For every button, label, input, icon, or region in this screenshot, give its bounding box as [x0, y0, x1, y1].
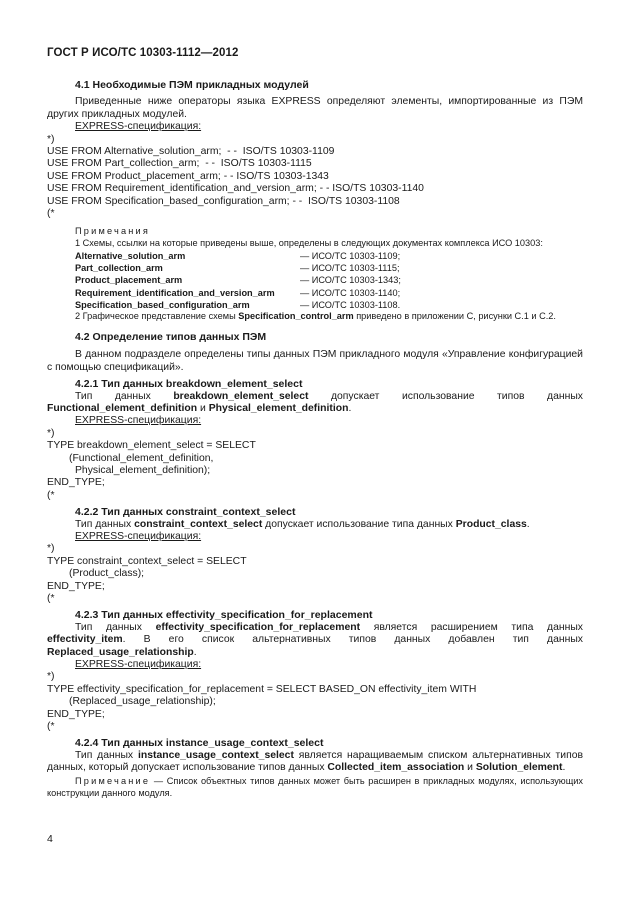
express-spec-label: EXPRESS-спецификация:: [75, 659, 202, 671]
code-line: END_TYPE;: [47, 708, 105, 720]
code-line: *): [47, 133, 55, 145]
document-header: ГОСТ Р ИСО/ТС 10303-1112—2012: [47, 47, 239, 59]
express-spec-label: EXPRESS-спецификация:: [75, 415, 202, 427]
section-heading-4-2-3: 4.2.3 Тип данных effectivity_specification_for_replacement: [75, 609, 373, 622]
section-4-2-2-paragraph: Тип данных constraint_context_select допускает использование типа данных Product_class.: [75, 518, 530, 530]
express-code-block-4-1: [47, 134, 583, 221]
section-4-2-4-note: Примечание — Список объектных типов данных может быть расширен в прикладных модулях, использующих конструкции данного модуля.: [47, 775, 583, 798]
code-line: USE FROM Part_collection_arm; - - ISO/TS 10303-1115: [47, 158, 312, 170]
code-line: (*: [47, 593, 55, 604]
code-line: TYPE constraint_context_select = SELECT: [47, 555, 247, 567]
reference-row: Alternative_solution_arm — ИСО/ТС 10303-1109;: [75, 251, 401, 262]
code-line: END_TYPE;: [47, 477, 105, 489]
notes-title: Примечания: [75, 226, 151, 237]
section-4-2-paragraph: В данном подразделе определены типы данных ПЭМ прикладного модуля «Управление конфигурацией с помощью спецификаций».: [47, 349, 583, 373]
code-line: (*: [47, 721, 55, 733]
code-line: (*: [47, 208, 55, 220]
section-heading-4-2-4: 4.2.4 Тип данных instance_usage_context_select: [75, 737, 324, 750]
code-line: (Replaced_usage_relationship);: [69, 696, 216, 708]
reference-row: Requirement_identification_and_version_arm — ИСО/ТС 10303-1140;: [75, 287, 401, 298]
page-number: 4: [47, 833, 53, 845]
code-line: (Product_class);: [69, 568, 145, 580]
section-4-2-3-paragraph: Тип данных effectivity_specification_for_replacement является расширением типа данных effectivity_item. В его список альтернативных типов данных добавлен тип данных Replaced_usage_relationship.: [47, 621, 583, 658]
code-line: USE FROM Alternative_solution_arm; - - ISO/TS 10303-1109: [47, 146, 335, 158]
code-line: TYPE breakdown_element_select = SELECT: [47, 440, 256, 452]
section-heading-4-2-1: 4.2.1 Тип данных breakdown_element_select: [75, 378, 303, 391]
code-line: (Functional_element_definition,: [69, 452, 214, 464]
section-4-2-1-paragraph: Тип данных breakdown_element_select допускает использование типов данных Functional_element_definition и Physical_element_definition.: [47, 390, 583, 414]
code-line: Physical_element_definition);: [75, 464, 211, 476]
section-4-1-paragraph: Приведенные ниже операторы языка EXPRESS определяют элементы, импортированные из ПЭМ других прикладных модулей.: [47, 96, 583, 120]
reference-row: Part_collection_arm — ИСО/ТС 10303-1115;: [75, 263, 400, 274]
code-line: TYPE effectivity_specification_for_replacement = SELECT BASED_ON effectivity_item WITH: [47, 683, 477, 695]
code-line: END_TYPE;: [47, 580, 105, 592]
note-2: 2 Графическое представление схемы Specification_control_arm приведено в приложении С, рисунки С.1 и С.2.: [75, 311, 556, 322]
section-heading-4-2: 4.2 Определение типов данных ПЭМ: [75, 330, 267, 343]
express-spec-label: EXPRESS-спецификация:: [75, 530, 202, 542]
code-line: USE FROM Requirement_identification_and_version_arm; - - ISO/TS 10303-1140: [47, 183, 424, 195]
code-line: *): [47, 543, 55, 555]
reference-row: Specification_based_configuration_arm — ИСО/ТС 10303-1108.: [75, 299, 401, 310]
note-1: 1 Схемы, ссылки на которые приведены выше, определены в следующих документах комплекса ИСО 10303:: [75, 238, 543, 249]
section-heading-4-1: 4.1 Необходимые ПЭМ прикладных модулей: [75, 79, 309, 91]
express-spec-label: EXPRESS-спецификация:: [75, 121, 202, 133]
code-line: (*: [47, 489, 55, 501]
notes-block: [47, 226, 583, 322]
page-content: [47, 79, 583, 799]
code-line: *): [47, 671, 55, 683]
section-4-2-4-paragraph: Тип данных instance_usage_context_select является наращиваемым списком альтернативных типов данных, который допускает использование типов данных Collected_item_association и Solution_element.: [47, 749, 583, 774]
code-line: *): [47, 427, 55, 439]
code-line: USE FROM Specification_based_configuration_arm; - - ISO/TS 10303-1108: [47, 195, 400, 207]
code-line: USE FROM Product_placement_arm; - - ISO/TS 10303-1343: [47, 170, 329, 182]
section-heading-4-2-2: 4.2.2 Тип данных constraint_context_select: [75, 506, 296, 519]
reference-row: Product_placement_arm — ИСО/ТС 10303-1343;: [75, 275, 401, 286]
